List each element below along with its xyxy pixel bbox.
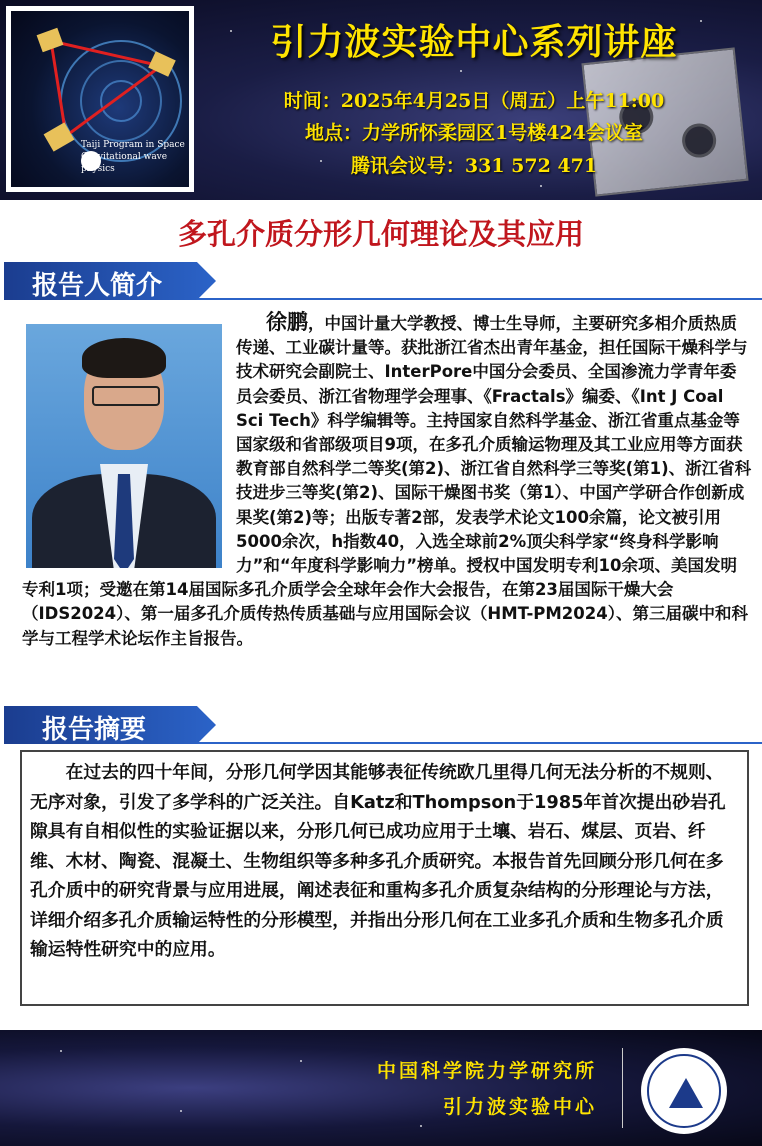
star: [300, 1060, 302, 1062]
lecture-place: 地点：力学所怀柔园区1号楼424会议室: [305, 122, 643, 144]
logo-caption: [81, 139, 189, 175]
photo-glasses: [92, 386, 160, 406]
star: [420, 1125, 422, 1127]
logo-artwork: [11, 11, 189, 187]
logo-caption-line2: Gravitational wave physics: [81, 152, 168, 174]
speaker-photo: [26, 324, 222, 568]
star: [180, 1110, 182, 1112]
star: [60, 1050, 62, 1052]
lecture-time: 时间：2025年4月25日（周五）上午11:00: [283, 90, 665, 112]
speaker-bio-text: ，中国计量大学教授、博士生导师，主要研究多相介质热质传递、工业碳计量等。获批浙江省杰出青年基金，担任国际干燥科学与技术研究会副院士、InterPore中国分会委员、全国渗流力学青年委员会委员、浙江省物理学会理事、《Fractals》编委、《Int J Coal Sci Tech》科学编辑等。主持国家自然科学基金、浙江省重点基金等国家级和省部级项目9项，在多孔介质输运物理及其工业应用等方面获教育部自然科学二等奖(第2)、浙江省自然科学三等奖(第1)、浙江省科技进步三等奖(第2)、国际干燥图书奖（第1）、中国产学研合作创新成果奖(第2)等；出版专著2部，发表学术论文100余篇，论文被引用5000余次，h指数40，入选全球前2%顶尖科学家“终身科学影响力”和“年度科学影响力”榜单。授权中国发明专利10余项、美国发明专利1项；受邀在第14届国际多孔介质学会全球年会作大会报告，在第23届国际干燥大会（IDS2024）、第一届多孔介质传热传质基础与应用国际会议（HMT-PM2024）、第三届碳中和科学与工程学术论坛作主旨报告。: [22, 314, 752, 648]
star: [540, 185, 542, 187]
star: [460, 70, 462, 72]
lecture-series-title: 引力波实验中心系列讲座: [270, 22, 678, 63]
speaker-bio: [22, 310, 752, 651]
footer-org: 中国科学院力学研究所: [376, 1060, 597, 1082]
footer-divider: [622, 1048, 623, 1128]
lecture-subject: 多孔介质分形几何理论及其应用: [177, 217, 584, 251]
seal-mountain-icon: [669, 1078, 703, 1108]
logo-caption-line1: Taiji Program in Space: [81, 140, 185, 150]
institute-seal-logo: [641, 1048, 727, 1134]
header-banner: [0, 0, 762, 200]
seal-ring: [647, 1054, 721, 1128]
abstract-section-label: 报告摘要: [42, 715, 147, 745]
abstract-text: 在过去的四十年间，分形几何学因其能够表征传统欧几里得几何无法分析的不规则、无序对象，引发了多学科的广泛关注。自Katz和Thompson于1985年首次提出砂岩孔隙具有自相似性的实验证据以来，分形几何已成功应用于土壤、岩石、煤层、页岩、纤维、木材、陶瓷、混凝土、生物组织等多种多孔介质研究。本报告首先回顾分形几何在多孔介质中的研究背景与应用进展，阐述表征和重构多孔介质复杂结构的分形理论与方法，详细介绍多孔介质输运特性的分形模型，并指出分形几何在工业多孔介质和生物多孔介质输运特性研究中的应用。: [20, 750, 749, 1006]
footer-center: 引力波实验中心: [442, 1096, 597, 1118]
speaker-section-label: 报告人简介: [32, 271, 163, 301]
abstract-section-banner: [4, 706, 216, 744]
meeting-number: 腾讯会议号：331 572 471: [350, 155, 598, 177]
footer-banner: [0, 1030, 762, 1146]
photo-hair: [82, 338, 166, 378]
taiji-logo: [6, 6, 194, 192]
speaker-name: 徐鹏: [266, 310, 308, 334]
speaker-section-banner: [4, 262, 216, 300]
